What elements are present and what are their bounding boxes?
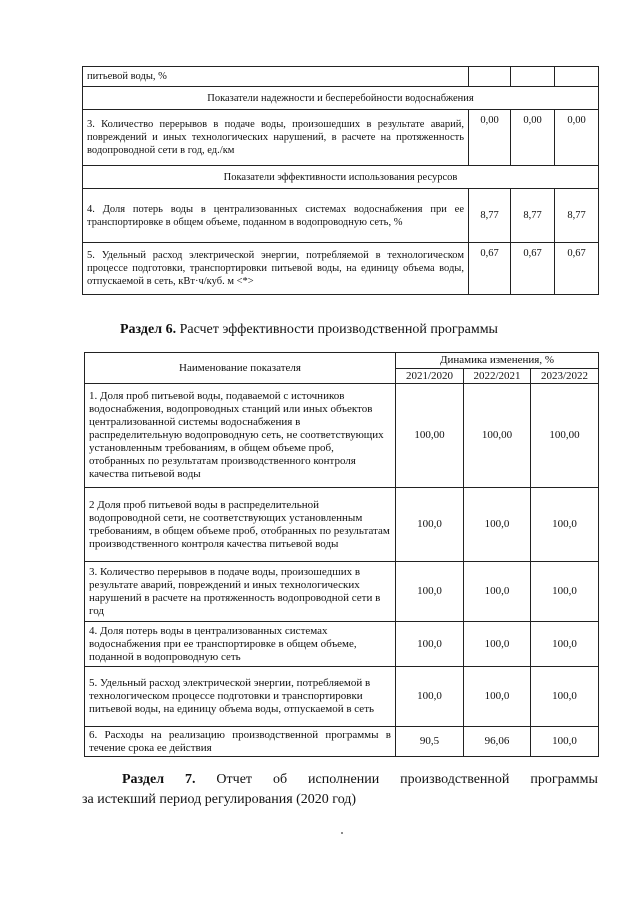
indicator-value: 100,0 — [464, 667, 531, 727]
table-row — [85, 562, 599, 622]
indicator-value: 0,67 — [555, 243, 599, 295]
indicator-label: 1. Доля проб питьевой воды, подаваемой с источников водоснабжения, водопроводных станций или иных объектов централизованной системы водоснабжения в распределительную водопроводную сеть, не соответствующих установленным требованиям, в общем объеме проб, отобранных по результатам производственного контроля качества питьевой воды — [85, 384, 396, 488]
section-7-word: 7. — [185, 772, 196, 787]
year-header: 2022/2021 — [464, 369, 531, 384]
indicator-value: 100,0 — [531, 727, 599, 757]
section-7-word: об — [272, 772, 288, 787]
section-7-line-2: за истекший период регулирования (2020 год) — [82, 792, 357, 807]
indicator-value: 100,0 — [464, 562, 531, 622]
indicator-value: 100,00 — [531, 384, 599, 488]
indicator-value: 8,77 — [469, 189, 511, 243]
table-row — [83, 67, 599, 87]
indicator-label: 3. Количество перерывов в подаче воды, произошедших в результате аварий, повреждений и иных технологических нарушений в расчете на протяженность водопроводной сети в год — [85, 562, 396, 622]
year-header: 2021/2020 — [396, 369, 464, 384]
indicator-value — [555, 67, 599, 87]
indicator-label: 4. Доля потерь воды в централизованных системах водоснабжения при ее транспортировке в общем объеме, поданной в водопроводную сеть — [85, 622, 396, 667]
section-7-word: исполнении — [308, 772, 380, 787]
indicator-value: 100,0 — [396, 667, 464, 727]
indicator-value: 8,77 — [555, 189, 599, 243]
indicator-value: 100,0 — [531, 622, 599, 667]
section-7-word: Раздел — [122, 772, 165, 787]
indicator-label: 4. Доля потерь воды в централизованных системах водоснабжения при ее транспортировке в общем объеме, поданном в водопроводную сеть, % — [83, 189, 469, 243]
indicator-value: 100,0 — [396, 622, 464, 667]
indicator-value: 100,0 — [396, 562, 464, 622]
indicator-value: 0,00 — [469, 110, 511, 166]
section-7-heading — [82, 770, 598, 810]
indicator-value: 0,67 — [511, 243, 555, 295]
table-row — [83, 243, 599, 295]
reliability-header: Показатели надежности и бесперебойности водоснабжения — [83, 87, 599, 110]
indicator-value: 100,00 — [396, 384, 464, 488]
table-row — [85, 727, 599, 757]
table-row — [85, 622, 599, 667]
indicator-value: 100,0 — [531, 488, 599, 562]
header-row — [85, 353, 599, 369]
section-6-heading — [120, 322, 498, 338]
table-row — [83, 110, 599, 166]
table-row — [85, 488, 599, 562]
table-row — [85, 667, 599, 727]
section-7-word: программы — [530, 772, 598, 787]
column-header-name: Наименование показателя — [85, 353, 396, 384]
indicator-label: 5. Удельный расход электрической энергии, потребляемой в технологическом процессе подготовки и транспортировки питьевой воды, на единицу объема воды, отпускаемой в сеть — [85, 667, 396, 727]
efficiency-calculation-table — [84, 352, 599, 757]
section-7-word: производственной — [400, 772, 510, 787]
indicator-value: 100,0 — [531, 562, 599, 622]
indicator-value: 0,00 — [511, 110, 555, 166]
indicator-value: 0,00 — [555, 110, 599, 166]
indicator-value: 100,0 — [464, 488, 531, 562]
indicator-value: 100,0 — [464, 622, 531, 667]
section-7-word: Отчет — [216, 772, 253, 787]
indicator-label: 6. Расходы на реализацию производственной программы в течение срока ее действия — [85, 727, 396, 757]
indicator-value: 96,06 — [464, 727, 531, 757]
section-7-line-1 — [82, 770, 598, 790]
indicator-value: 8,77 — [511, 189, 555, 243]
section-6-number: Раздел 6. — [120, 322, 177, 337]
section-6-title: Расчет эффективности производственной программы — [176, 322, 498, 337]
indicator-value: 100,00 — [464, 384, 531, 488]
indicator-label: 3. Количество перерывов в подаче воды, произошедших в результате аварий, повреждений и иных технологических нарушений, в расчете на протяженность водопроводной сети в год, ед./км — [83, 110, 469, 166]
water-indicators-table — [82, 66, 599, 295]
indicator-value: 0,67 — [469, 243, 511, 295]
indicator-value — [469, 67, 511, 87]
indicator-label: 2 Доля проб питьевой воды в распределительной водопроводной сети, не соответствующих установленным требованиям, в общем объеме проб, отобранных по результатам производственного контроля качества питьевой воды — [85, 488, 396, 562]
indicator-label: 5. Удельный расход электрической энергии, потребляемой в технологическом процессе подготовки, транспортировки питьевой воды, на единицу объема воды, отпускаемой в сеть, кВт·ч/куб. м <*> — [83, 243, 469, 295]
indicator-value: 90,5 — [396, 727, 464, 757]
table-row — [85, 384, 599, 488]
table-row — [83, 189, 599, 243]
indicator-value: 100,0 — [531, 667, 599, 727]
indicator-label: питьевой воды, % — [83, 67, 469, 87]
indicator-value: 100,0 — [396, 488, 464, 562]
scan-speck — [341, 832, 343, 834]
column-header-dynamics: Динамика изменения, % — [396, 353, 599, 369]
year-header: 2023/2022 — [531, 369, 599, 384]
section-header-row — [83, 166, 599, 189]
efficiency-header: Показатели эффективности использования ресурсов — [83, 166, 599, 189]
indicator-value — [511, 67, 555, 87]
section-header-row — [83, 87, 599, 110]
